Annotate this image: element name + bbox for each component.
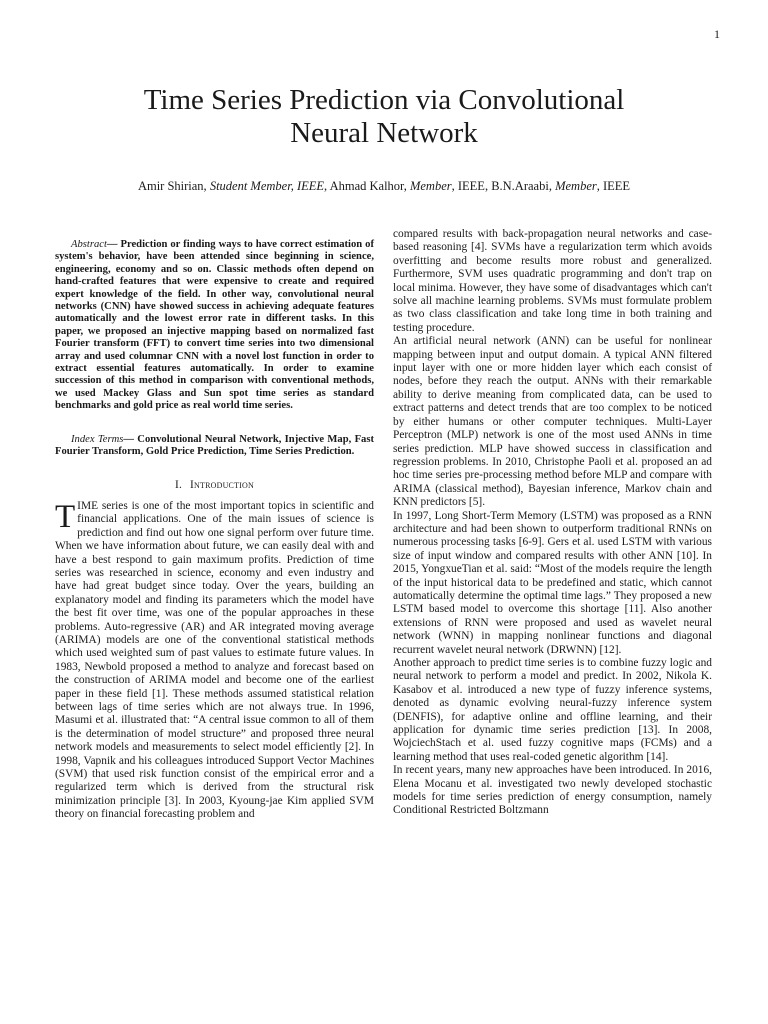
- abstract: [55, 239, 374, 413]
- author-line: [60, 178, 708, 194]
- page-number: 1: [714, 27, 720, 41]
- author-role: Student Member, IEEE: [209, 179, 325, 193]
- index-terms: [55, 434, 374, 459]
- section-title: Introduction: [190, 478, 254, 491]
- body-paragraph: An artificial neural network (ANN) can be useful for nonlinear mapping between input and output domain. A typical ANN filtered input layer with one or more hidden layer which each consist of nodes, before they reach the output. ANNs with their remarkable ability to derive meaning from complicated data, can be used to extract patterns and detect trends that are too complex to be noticed by either humans or other computer techniques. Multi-Layer Perceptron (MLP) network is one of the most used ANNs in time series prediction. MLP have showed success in classification and regression problems. In 2010, Christophe Paoli et al. proposed an ad hoc time series pre-processing method before MLP and compare with ARIMA (classical method), Bayesian inference, Markov chain and KNN predictors [5].: [393, 335, 712, 509]
- paper-title-line-2: Neural Network: [290, 117, 478, 149]
- author-role: Member: [409, 179, 452, 193]
- author-role: Member: [555, 179, 597, 193]
- body-paragraph: Another approach to predict time series is to combine fuzzy logic and neural network to perform a model and predict. In 2002, Nikola K. Kasabov et al. introduced a new type of fuzzy inference systems, denoted as dynamic evolving neural-fuzzy inference system (DENFIS), for adaptive online and offline learning, and their application for dynamic time series prediction [13]. In 2008, WojciechStach et al. used fuzzy cognitive maps (FCMs) and a learning method that uses real-coded genetic algorithm [14].: [393, 657, 712, 763]
- abstract-lead: Abstract: [71, 239, 107, 250]
- drop-cap: T: [55, 498, 76, 535]
- body-paragraph: compared results with back-propagation neural networks and case-based reasoning [4]. SVMs have a regularization term which avoids overfitting and become results more robust and generalized. Furthermore, SVM uses quadratic programming and don't trap on local minima. However, they have some of disadvantages which can't solve all machine learning problems. SVMs must formulate problem as two class classification and take long time in both training and testing procedure.: [393, 228, 712, 334]
- author-name: , Ahmad Kalhor,: [324, 179, 410, 193]
- section-heading: [55, 479, 374, 492]
- index-terms-text: — Convolutional Neural Network, Injective Map, Fast Fourier Transform, Gold Price Prediction, Time Series Prediction.: [55, 433, 374, 458]
- index-terms-lead: Index Terms: [71, 433, 124, 445]
- intro-paragraph-text: IME series is one of the most important topics in scientific and financial applications. One of the main issues of science is prediction and find out how one signal perform over future time. When we have information about future, we can easily deal with and have a best respond to gain maximum profits. Prediction of time series was researched in science, economy and even industry and have had great budget since today. Over the years, building an explanatory model and finding its parameters which the model have the best fit over time, was one of the popular approaches in these problems. Auto-regressive (AR) and AR integrated moving average (ARIMA) models are one of the conventional statistical methods which used weighted sum of past values to estimate future values. In 1983, Newbold proposed a method to analyze and forecast based on the construction of ARIMA model and become one of the earliest paper in these field [1]. These methods assumed statistical relation between lags of time series which are not always true. In 1996, Masumi et al. illustrated that: “A central issue common to all of them is the determination of model structure” and proposed three neural network models and measurements to select model efficiently [2]. In 1998, Vapnik and his colleagues introduced Support Vector Machines (SVM) that used risk function consist of the empirical error and a regularized term which is derived from the structural risk minimization principle [3]. In 2003, Kyoung-jae Kim applied SVM theory on financial forecasting problem and: [55, 499, 374, 821]
- author-name: , IEEE, B.N.Araabi,: [451, 179, 556, 193]
- paper-title: [60, 84, 708, 150]
- author-name: Amir Shirian,: [137, 179, 210, 193]
- abstract-text: — Prediction or finding ways to have correct estimation of system's behavior, have been attended since beginning in science, engineering, economy and so on. Classic methods often depend on hand-crafted features that were expensive to create and required expert knowledge of the field. In other way, convolutional neural networks (CNN) have showed success in achieving adequate features automatically and the lowest error rate in different tasks. In this paper, we proposed an injective mapping based on normalized fast Fourier transform (FFT) to convert time series into two dimensional array and used columnar CNN with a novel lost function in order to extract essential features automatically. In order to examine succession of this method in comparison with conventional methods, we used Mackey Glass and Sun spot time series as standard benchmarks and gold price as real world time series.: [55, 239, 374, 412]
- left-column: [55, 227, 374, 822]
- body-paragraph: In 1997, Long Short-Term Memory (LSTM) was proposed as a RNN architecture and had been shown to outperform traditional RNNs on numerous processing tasks [6-9]. Gers et al. used LSTM with various size of input window and compared results with other ANN [10]. In 2015, YongxueTian et al. said: “Most of the models require the length of the input historical data to be predefined and static, which cannot automatically determine the optimal time lags.” They proposed a new LSTM based model to overcome this shortage [11]. Also another extensions of RNN were proposed and used as wavelet neural network (WNN) in mapping nonlinear functions and diagonal recurrent wavelet neural network (DRWNN) [12].: [393, 509, 712, 656]
- intro-paragraph: [55, 500, 374, 822]
- section-number: I.: [174, 478, 183, 491]
- body-paragraph: In recent years, many new approaches have been introduced. In 2016, Elena Mocanu et al. investigated two newly developed stochastic models for time series prediction of energy consumption, namely Conditional Restricted Boltzmann: [393, 764, 712, 817]
- author-suffix: , IEEE: [596, 179, 631, 193]
- right-column: [393, 228, 712, 818]
- paper-title-line-1: Time Series Prediction via Convolutional: [143, 84, 625, 116]
